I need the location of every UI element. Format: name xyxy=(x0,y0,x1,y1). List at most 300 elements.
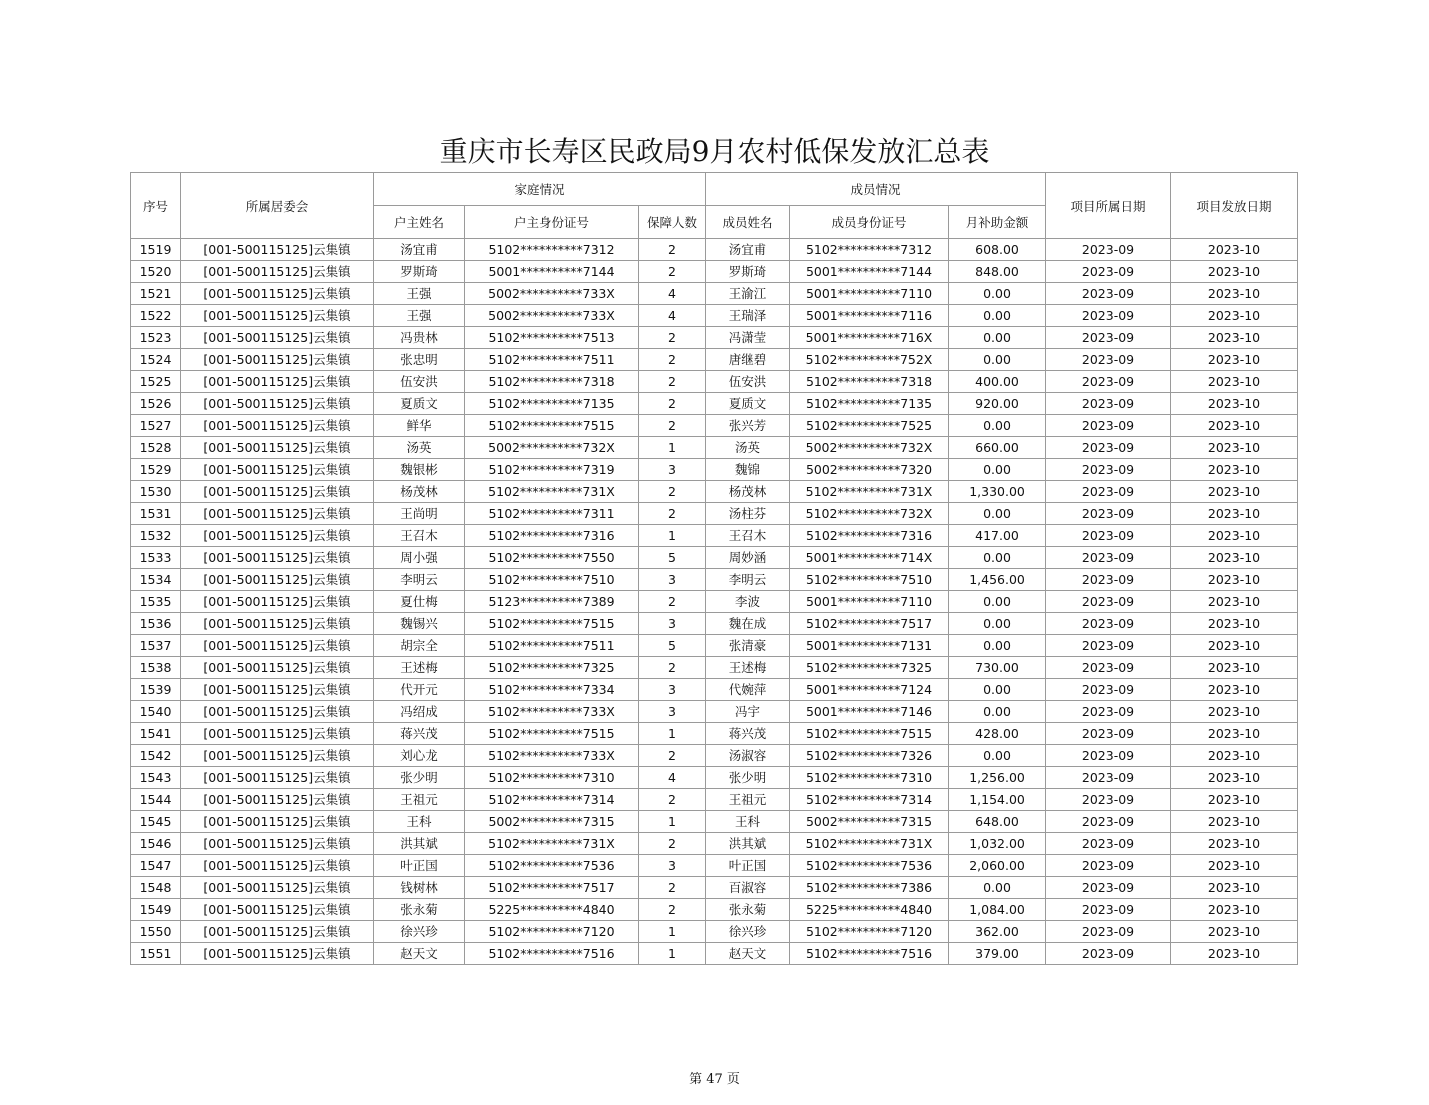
amount-cell: 0.00 xyxy=(949,745,1046,767)
member-name-cell: 罗斯琦 xyxy=(706,261,790,283)
committee-cell: [001-500115125]云集镇 xyxy=(181,723,374,745)
table-row xyxy=(131,811,1298,833)
amount-cell: 1,032.00 xyxy=(949,833,1046,855)
member-name-cell: 张少明 xyxy=(706,767,790,789)
amount-cell: 648.00 xyxy=(949,811,1046,833)
head-name-cell: 赵天文 xyxy=(374,943,465,965)
count-cell: 2 xyxy=(639,327,706,349)
table-row xyxy=(131,371,1298,393)
project-date-cell: 2023-09 xyxy=(1046,437,1171,459)
head-id-cell: 5102**********7536 xyxy=(465,855,639,877)
head-name-cell: 张忠明 xyxy=(374,349,465,371)
member-name-cell: 洪其斌 xyxy=(706,833,790,855)
member-name-cell: 百淑容 xyxy=(706,877,790,899)
count-cell: 2 xyxy=(639,349,706,371)
project-date-cell: 2023-09 xyxy=(1046,855,1171,877)
member-name-cell: 张兴芳 xyxy=(706,415,790,437)
committee-cell: [001-500115125]云集镇 xyxy=(181,877,374,899)
member-name-cell: 张清豪 xyxy=(706,635,790,657)
header-head-name: 户主姓名 xyxy=(374,206,465,239)
release-date-cell: 2023-10 xyxy=(1171,393,1298,415)
committee-cell: [001-500115125]云集镇 xyxy=(181,811,374,833)
table-row xyxy=(131,481,1298,503)
head-id-cell: 5102**********731X xyxy=(465,481,639,503)
table-row xyxy=(131,525,1298,547)
head-id-cell: 5102**********7319 xyxy=(465,459,639,481)
committee-cell: [001-500115125]云集镇 xyxy=(181,327,374,349)
table-row xyxy=(131,261,1298,283)
project-date-cell: 2023-09 xyxy=(1046,371,1171,393)
count-cell: 3 xyxy=(639,855,706,877)
project-date-cell: 2023-09 xyxy=(1046,723,1171,745)
seq-cell: 1523 xyxy=(131,327,181,349)
table-row xyxy=(131,591,1298,613)
count-cell: 4 xyxy=(639,283,706,305)
seq-cell: 1539 xyxy=(131,679,181,701)
amount-cell: 1,256.00 xyxy=(949,767,1046,789)
table-row xyxy=(131,459,1298,481)
member-id-cell: 5102**********7525 xyxy=(790,415,949,437)
table-header xyxy=(131,173,1298,239)
seq-cell: 1531 xyxy=(131,503,181,525)
head-id-cell: 5102**********7517 xyxy=(465,877,639,899)
amount-cell: 1,456.00 xyxy=(949,569,1046,591)
table-row xyxy=(131,701,1298,723)
count-cell: 1 xyxy=(639,943,706,965)
release-date-cell: 2023-10 xyxy=(1171,261,1298,283)
release-date-cell: 2023-10 xyxy=(1171,459,1298,481)
committee-cell: [001-500115125]云集镇 xyxy=(181,789,374,811)
seq-cell: 1529 xyxy=(131,459,181,481)
release-date-cell: 2023-10 xyxy=(1171,855,1298,877)
count-cell: 5 xyxy=(639,635,706,657)
seq-cell: 1533 xyxy=(131,547,181,569)
head-id-cell: 5102**********7318 xyxy=(465,371,639,393)
head-id-cell: 5102**********733X xyxy=(465,745,639,767)
project-date-cell: 2023-09 xyxy=(1046,877,1171,899)
release-date-cell: 2023-10 xyxy=(1171,283,1298,305)
amount-cell: 428.00 xyxy=(949,723,1046,745)
count-cell: 2 xyxy=(639,371,706,393)
seq-cell: 1524 xyxy=(131,349,181,371)
member-id-cell: 5102**********7312 xyxy=(790,239,949,261)
project-date-cell: 2023-09 xyxy=(1046,811,1171,833)
member-id-cell: 5102**********7318 xyxy=(790,371,949,393)
table-row xyxy=(131,327,1298,349)
seq-cell: 1547 xyxy=(131,855,181,877)
amount-cell: 0.00 xyxy=(949,503,1046,525)
project-date-cell: 2023-09 xyxy=(1046,327,1171,349)
header-member-group: 成员情况 xyxy=(706,173,1046,206)
amount-cell: 0.00 xyxy=(949,327,1046,349)
head-id-cell: 5102**********7312 xyxy=(465,239,639,261)
member-id-cell: 5102**********7325 xyxy=(790,657,949,679)
member-id-cell: 5102**********7135 xyxy=(790,393,949,415)
project-date-cell: 2023-09 xyxy=(1046,635,1171,657)
member-id-cell: 5102**********752X xyxy=(790,349,949,371)
member-name-cell: 代婉萍 xyxy=(706,679,790,701)
project-date-cell: 2023-09 xyxy=(1046,679,1171,701)
committee-cell: [001-500115125]云集镇 xyxy=(181,305,374,327)
head-id-cell: 5102**********731X xyxy=(465,833,639,855)
amount-cell: 0.00 xyxy=(949,877,1046,899)
project-date-cell: 2023-09 xyxy=(1046,481,1171,503)
table-row xyxy=(131,305,1298,327)
member-id-cell: 5102**********7515 xyxy=(790,723,949,745)
seq-cell: 1522 xyxy=(131,305,181,327)
amount-cell: 379.00 xyxy=(949,943,1046,965)
member-name-cell: 徐兴珍 xyxy=(706,921,790,943)
committee-cell: [001-500115125]云集镇 xyxy=(181,635,374,657)
member-id-cell: 5102**********732X xyxy=(790,503,949,525)
head-name-cell: 王召木 xyxy=(374,525,465,547)
amount-cell: 0.00 xyxy=(949,283,1046,305)
project-date-cell: 2023-09 xyxy=(1046,393,1171,415)
project-date-cell: 2023-09 xyxy=(1046,745,1171,767)
project-date-cell: 2023-09 xyxy=(1046,921,1171,943)
release-date-cell: 2023-10 xyxy=(1171,503,1298,525)
seq-cell: 1541 xyxy=(131,723,181,745)
head-id-cell: 5102**********733X xyxy=(465,701,639,723)
project-date-cell: 2023-09 xyxy=(1046,789,1171,811)
head-id-cell: 5102**********7515 xyxy=(465,415,639,437)
release-date-cell: 2023-10 xyxy=(1171,349,1298,371)
project-date-cell: 2023-09 xyxy=(1046,767,1171,789)
seq-cell: 1538 xyxy=(131,657,181,679)
head-name-cell: 王述梅 xyxy=(374,657,465,679)
seq-cell: 1542 xyxy=(131,745,181,767)
member-id-cell: 5001**********714X xyxy=(790,547,949,569)
amount-cell: 660.00 xyxy=(949,437,1046,459)
header-committee: 所属居委会 xyxy=(181,173,374,239)
head-id-cell: 5102**********7511 xyxy=(465,349,639,371)
release-date-cell: 2023-10 xyxy=(1171,327,1298,349)
member-name-cell: 汤柱芬 xyxy=(706,503,790,525)
head-name-cell: 冯绍成 xyxy=(374,701,465,723)
count-cell: 2 xyxy=(639,415,706,437)
head-id-cell: 5002**********7315 xyxy=(465,811,639,833)
amount-cell: 362.00 xyxy=(949,921,1046,943)
page-number: 第 47 页 xyxy=(689,1072,740,1087)
amount-cell: 0.00 xyxy=(949,415,1046,437)
amount-cell: 608.00 xyxy=(949,239,1046,261)
head-id-cell: 5102**********7513 xyxy=(465,327,639,349)
header-count: 保障人数 xyxy=(639,206,706,239)
seq-cell: 1527 xyxy=(131,415,181,437)
project-date-cell: 2023-09 xyxy=(1046,657,1171,679)
member-id-cell: 5102**********7536 xyxy=(790,855,949,877)
head-name-cell: 徐兴珍 xyxy=(374,921,465,943)
seq-cell: 1551 xyxy=(131,943,181,965)
count-cell: 2 xyxy=(639,833,706,855)
project-date-cell: 2023-09 xyxy=(1046,305,1171,327)
amount-cell: 0.00 xyxy=(949,701,1046,723)
release-date-cell: 2023-10 xyxy=(1171,811,1298,833)
table-row xyxy=(131,789,1298,811)
member-id-cell: 5102**********731X xyxy=(790,481,949,503)
head-id-cell: 5102**********7516 xyxy=(465,943,639,965)
table-row xyxy=(131,723,1298,745)
member-id-cell: 5102**********7516 xyxy=(790,943,949,965)
member-name-cell: 伍安洪 xyxy=(706,371,790,393)
committee-cell: [001-500115125]云集镇 xyxy=(181,283,374,305)
header-family-group: 家庭情况 xyxy=(374,173,706,206)
table-row xyxy=(131,833,1298,855)
committee-cell: [001-500115125]云集镇 xyxy=(181,679,374,701)
header-amount: 月补助金额 xyxy=(949,206,1046,239)
count-cell: 1 xyxy=(639,723,706,745)
member-id-cell: 5225**********4840 xyxy=(790,899,949,921)
seq-cell: 1540 xyxy=(131,701,181,723)
committee-cell: [001-500115125]云集镇 xyxy=(181,459,374,481)
committee-cell: [001-500115125]云集镇 xyxy=(181,943,374,965)
head-name-cell: 夏仕梅 xyxy=(374,591,465,613)
head-id-cell: 5002**********732X xyxy=(465,437,639,459)
member-id-cell: 5102**********7326 xyxy=(790,745,949,767)
head-name-cell: 代开元 xyxy=(374,679,465,701)
committee-cell: [001-500115125]云集镇 xyxy=(181,767,374,789)
head-name-cell: 魏锡兴 xyxy=(374,613,465,635)
member-name-cell: 叶正国 xyxy=(706,855,790,877)
amount-cell: 0.00 xyxy=(949,635,1046,657)
member-name-cell: 夏质文 xyxy=(706,393,790,415)
seq-cell: 1532 xyxy=(131,525,181,547)
release-date-cell: 2023-10 xyxy=(1171,591,1298,613)
amount-cell: 848.00 xyxy=(949,261,1046,283)
member-id-cell: 5102**********7314 xyxy=(790,789,949,811)
count-cell: 2 xyxy=(639,789,706,811)
committee-cell: [001-500115125]云集镇 xyxy=(181,591,374,613)
seq-cell: 1546 xyxy=(131,833,181,855)
release-date-cell: 2023-10 xyxy=(1171,569,1298,591)
release-date-cell: 2023-10 xyxy=(1171,789,1298,811)
seq-cell: 1544 xyxy=(131,789,181,811)
table-row xyxy=(131,569,1298,591)
member-id-cell: 5001**********7116 xyxy=(790,305,949,327)
member-name-cell: 周妙涵 xyxy=(706,547,790,569)
count-cell: 1 xyxy=(639,525,706,547)
committee-cell: [001-500115125]云集镇 xyxy=(181,855,374,877)
header-project-date: 项目所属日期 xyxy=(1046,173,1171,239)
seq-cell: 1545 xyxy=(131,811,181,833)
head-name-cell: 罗斯琦 xyxy=(374,261,465,283)
seq-cell: 1537 xyxy=(131,635,181,657)
release-date-cell: 2023-10 xyxy=(1171,943,1298,965)
member-name-cell: 汤宜甫 xyxy=(706,239,790,261)
project-date-cell: 2023-09 xyxy=(1046,459,1171,481)
committee-cell: [001-500115125]云集镇 xyxy=(181,481,374,503)
table-row xyxy=(131,657,1298,679)
header-seq: 序号 xyxy=(131,173,181,239)
release-date-cell: 2023-10 xyxy=(1171,877,1298,899)
committee-cell: [001-500115125]云集镇 xyxy=(181,921,374,943)
head-id-cell: 5102**********7316 xyxy=(465,525,639,547)
head-id-cell: 5102**********7334 xyxy=(465,679,639,701)
member-id-cell: 5102**********7510 xyxy=(790,569,949,591)
member-id-cell: 5001**********7110 xyxy=(790,591,949,613)
seq-cell: 1521 xyxy=(131,283,181,305)
member-name-cell: 王召木 xyxy=(706,525,790,547)
count-cell: 1 xyxy=(639,921,706,943)
head-name-cell: 李明云 xyxy=(374,569,465,591)
head-name-cell: 伍安洪 xyxy=(374,371,465,393)
project-date-cell: 2023-09 xyxy=(1046,613,1171,635)
head-id-cell: 5002**********733X xyxy=(465,283,639,305)
member-name-cell: 汤淑容 xyxy=(706,745,790,767)
head-name-cell: 胡宗全 xyxy=(374,635,465,657)
project-date-cell: 2023-09 xyxy=(1046,899,1171,921)
head-name-cell: 王强 xyxy=(374,283,465,305)
release-date-cell: 2023-10 xyxy=(1171,679,1298,701)
committee-cell: [001-500115125]云集镇 xyxy=(181,657,374,679)
table-row xyxy=(131,547,1298,569)
count-cell: 3 xyxy=(639,679,706,701)
count-cell: 2 xyxy=(639,591,706,613)
head-name-cell: 夏质文 xyxy=(374,393,465,415)
count-cell: 2 xyxy=(639,899,706,921)
project-date-cell: 2023-09 xyxy=(1046,569,1171,591)
amount-cell: 2,060.00 xyxy=(949,855,1046,877)
member-name-cell: 赵天文 xyxy=(706,943,790,965)
seq-cell: 1520 xyxy=(131,261,181,283)
project-date-cell: 2023-09 xyxy=(1046,261,1171,283)
head-id-cell: 5102**********7120 xyxy=(465,921,639,943)
project-date-cell: 2023-09 xyxy=(1046,701,1171,723)
head-id-cell: 5102**********7314 xyxy=(465,789,639,811)
project-date-cell: 2023-09 xyxy=(1046,547,1171,569)
member-id-cell: 5102**********7310 xyxy=(790,767,949,789)
seq-cell: 1549 xyxy=(131,899,181,921)
table-row xyxy=(131,877,1298,899)
amount-cell: 1,330.00 xyxy=(949,481,1046,503)
head-id-cell: 5002**********733X xyxy=(465,305,639,327)
committee-cell: [001-500115125]云集镇 xyxy=(181,415,374,437)
head-name-cell: 张永菊 xyxy=(374,899,465,921)
head-id-cell: 5102**********7311 xyxy=(465,503,639,525)
count-cell: 2 xyxy=(639,745,706,767)
count-cell: 2 xyxy=(639,393,706,415)
count-cell: 3 xyxy=(639,701,706,723)
count-cell: 4 xyxy=(639,767,706,789)
count-cell: 5 xyxy=(639,547,706,569)
table-row xyxy=(131,635,1298,657)
release-date-cell: 2023-10 xyxy=(1171,613,1298,635)
release-date-cell: 2023-10 xyxy=(1171,525,1298,547)
release-date-cell: 2023-10 xyxy=(1171,657,1298,679)
release-date-cell: 2023-10 xyxy=(1171,833,1298,855)
amount-cell: 1,154.00 xyxy=(949,789,1046,811)
seq-cell: 1534 xyxy=(131,569,181,591)
member-name-cell: 蒋兴茂 xyxy=(706,723,790,745)
member-name-cell: 杨茂林 xyxy=(706,481,790,503)
table-row xyxy=(131,745,1298,767)
member-name-cell: 唐继碧 xyxy=(706,349,790,371)
release-date-cell: 2023-10 xyxy=(1171,371,1298,393)
committee-cell: [001-500115125]云集镇 xyxy=(181,349,374,371)
release-date-cell: 2023-10 xyxy=(1171,899,1298,921)
member-name-cell: 冯潇莹 xyxy=(706,327,790,349)
head-name-cell: 蒋兴茂 xyxy=(374,723,465,745)
release-date-cell: 2023-10 xyxy=(1171,547,1298,569)
count-cell: 1 xyxy=(639,811,706,833)
count-cell: 2 xyxy=(639,877,706,899)
project-date-cell: 2023-09 xyxy=(1046,943,1171,965)
header-head-id: 户主身份证号 xyxy=(465,206,639,239)
amount-cell: 0.00 xyxy=(949,305,1046,327)
seq-cell: 1543 xyxy=(131,767,181,789)
seq-cell: 1536 xyxy=(131,613,181,635)
committee-cell: [001-500115125]云集镇 xyxy=(181,437,374,459)
head-name-cell: 王祖元 xyxy=(374,789,465,811)
committee-cell: [001-500115125]云集镇 xyxy=(181,547,374,569)
member-id-cell: 5002**********7320 xyxy=(790,459,949,481)
committee-cell: [001-500115125]云集镇 xyxy=(181,613,374,635)
head-id-cell: 5102**********7511 xyxy=(465,635,639,657)
amount-cell: 0.00 xyxy=(949,591,1046,613)
head-id-cell: 5102**********7515 xyxy=(465,613,639,635)
seq-cell: 1526 xyxy=(131,393,181,415)
table-row xyxy=(131,613,1298,635)
member-id-cell: 5001**********7110 xyxy=(790,283,949,305)
committee-cell: [001-500115125]云集镇 xyxy=(181,503,374,525)
head-name-cell: 叶正国 xyxy=(374,855,465,877)
seq-cell: 1535 xyxy=(131,591,181,613)
table-row xyxy=(131,943,1298,965)
project-date-cell: 2023-09 xyxy=(1046,833,1171,855)
head-name-cell: 张少明 xyxy=(374,767,465,789)
member-id-cell: 5001**********7124 xyxy=(790,679,949,701)
head-id-cell: 5102**********7510 xyxy=(465,569,639,591)
project-date-cell: 2023-09 xyxy=(1046,283,1171,305)
head-id-cell: 5225**********4840 xyxy=(465,899,639,921)
member-id-cell: 5001**********7131 xyxy=(790,635,949,657)
head-id-cell: 5102**********7310 xyxy=(465,767,639,789)
head-id-cell: 5102**********7135 xyxy=(465,393,639,415)
head-id-cell: 5102**********7325 xyxy=(465,657,639,679)
member-name-cell: 汤英 xyxy=(706,437,790,459)
head-id-cell: 5102**********7550 xyxy=(465,547,639,569)
member-name-cell: 王祖元 xyxy=(706,789,790,811)
table-row xyxy=(131,855,1298,877)
count-cell: 3 xyxy=(639,459,706,481)
table-row xyxy=(131,921,1298,943)
table-row xyxy=(131,767,1298,789)
count-cell: 3 xyxy=(639,569,706,591)
seq-cell: 1525 xyxy=(131,371,181,393)
amount-cell: 400.00 xyxy=(949,371,1046,393)
table-row xyxy=(131,415,1298,437)
project-date-cell: 2023-09 xyxy=(1046,415,1171,437)
count-cell: 2 xyxy=(639,261,706,283)
head-name-cell: 周小强 xyxy=(374,547,465,569)
table-row xyxy=(131,239,1298,261)
head-name-cell: 冯贵林 xyxy=(374,327,465,349)
member-id-cell: 5102**********7316 xyxy=(790,525,949,547)
table-row xyxy=(131,503,1298,525)
count-cell: 2 xyxy=(639,481,706,503)
member-id-cell: 5001**********7146 xyxy=(790,701,949,723)
release-date-cell: 2023-10 xyxy=(1171,437,1298,459)
member-id-cell: 5002**********732X xyxy=(790,437,949,459)
committee-cell: [001-500115125]云集镇 xyxy=(181,899,374,921)
head-name-cell: 魏银彬 xyxy=(374,459,465,481)
head-name-cell: 王强 xyxy=(374,305,465,327)
table-body xyxy=(131,239,1298,965)
committee-cell: [001-500115125]云集镇 xyxy=(181,569,374,591)
committee-cell: [001-500115125]云集镇 xyxy=(181,393,374,415)
release-date-cell: 2023-10 xyxy=(1171,635,1298,657)
member-name-cell: 王瑞泽 xyxy=(706,305,790,327)
